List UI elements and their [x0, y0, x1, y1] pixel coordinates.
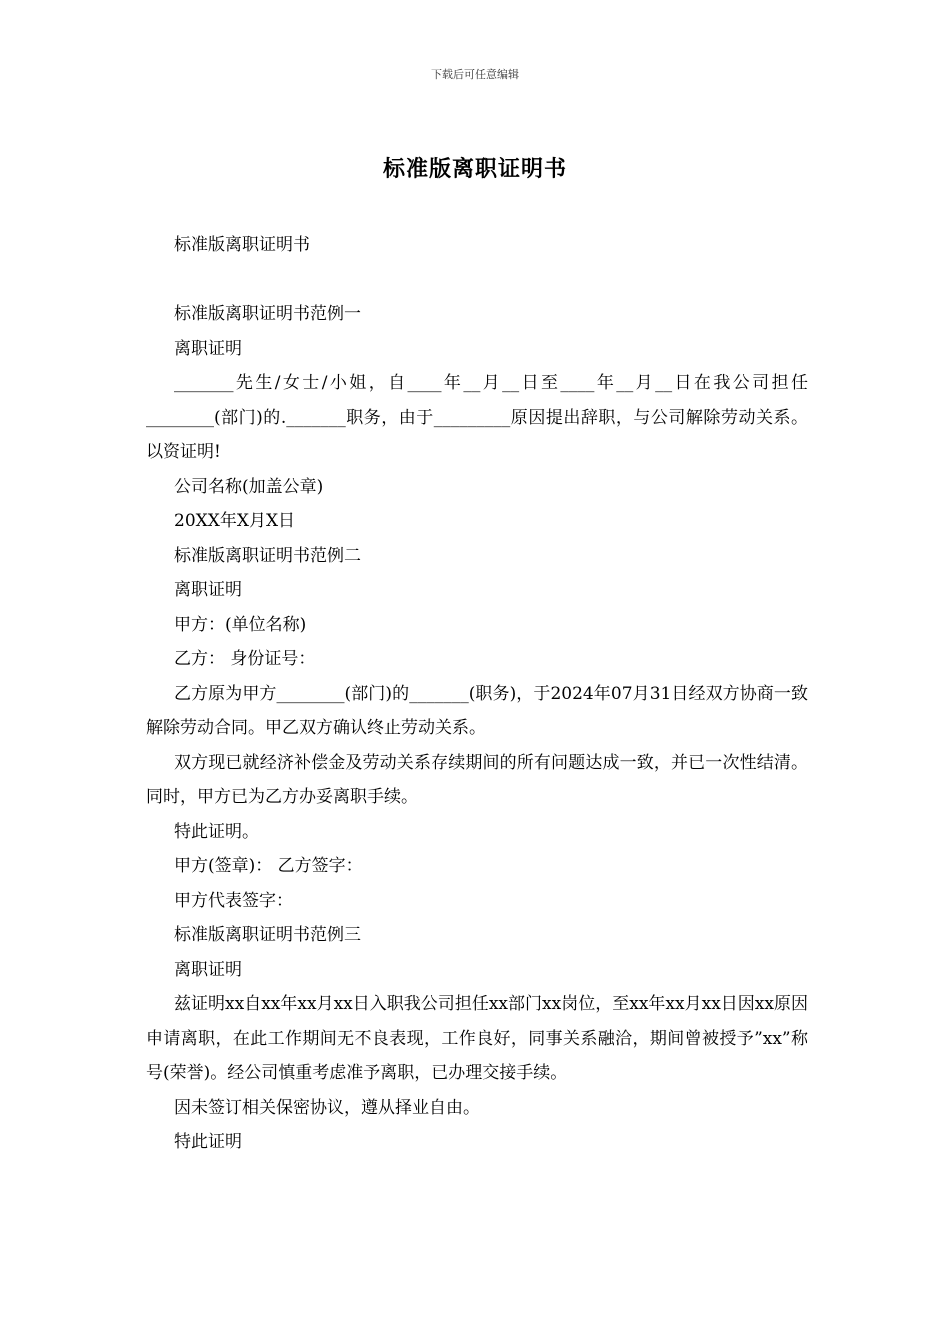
- paragraph: 标准版离职证明书范例一: [174, 304, 361, 324]
- document-body: [146, 297, 808, 1160]
- paragraph: 特此证明: [174, 1132, 242, 1152]
- paragraph: 兹证明xx自xx年xx月xx日入职我公司担任xx部门xx岗位，至xx年xx月xx日因xx原因申请离职，在此工作期间无不良表现，工作良好，同事关系融洽，期间曾被授予”xx”称号(荣誉)。经公司慎重考虑准予离职，已办理交接手续。: [146, 994, 808, 1083]
- paragraph: _______先生/女士/小姐，自____年__月__日至____年__月__日在我公司担任________(部门)的._______职务，由于_________原因提出辞职，与公司解除劳动关系。以资证明!: [146, 373, 808, 462]
- paragraph: 因未签订相关保密协议，遵从择业自由。: [174, 1097, 480, 1118]
- header-note: 下载后可任意编辑: [431, 68, 519, 81]
- paragraph: 公司名称(加盖公章): [174, 476, 324, 497]
- paragraph: 离职证明: [174, 338, 242, 359]
- paragraph: 甲方代表签字：: [174, 890, 293, 911]
- paragraph: 特此证明。: [174, 821, 259, 842]
- paragraph: 离职证明: [174, 959, 242, 980]
- paragraph: 双方现已就经济补偿金及劳动关系存续期间的所有问题达成一致，并已一次性结清。同时，甲方已为乙方办妥离职手续。: [146, 752, 808, 807]
- paragraph: 乙方原为甲方________(部门)的_______(职务)，于2024年07月31日经双方协商一致解除劳动合同。甲乙双方确认终止劳动关系。: [146, 683, 808, 738]
- paragraph: 甲方：(单位名称): [174, 614, 307, 635]
- paragraph: 甲方(签章)： 乙方签字：: [174, 856, 363, 876]
- paragraph: 标准版离职证明书范例二: [174, 545, 361, 566]
- document-title: 标准版离职证明书: [382, 156, 567, 182]
- paragraph: 20XX年X月X日: [174, 511, 296, 531]
- paragraph: 离职证明: [174, 580, 242, 600]
- document-subtitle: 标准版离职证明书: [174, 235, 310, 255]
- paragraph: 乙方： 身份证号：: [174, 649, 316, 669]
- paragraph: 标准版离职证明书范例三: [174, 925, 361, 945]
